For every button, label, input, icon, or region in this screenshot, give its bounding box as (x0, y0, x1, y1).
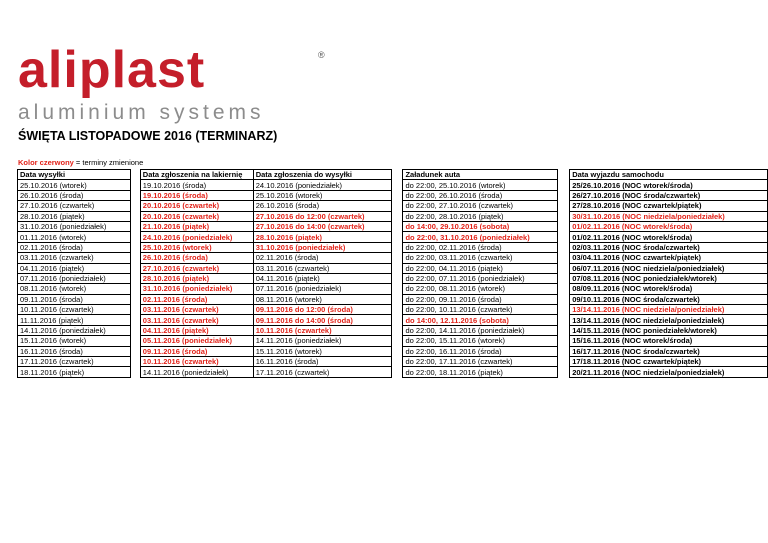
ship-date-cell: 03.11.2016 (czwartek) (18, 253, 131, 263)
paint-shop-date-cell: 19.10.2016 (środa) (140, 190, 253, 200)
loading-cell: do 14:00, 29.10.2016 (sobota) (403, 221, 558, 231)
header-loading: Załadunek auta (403, 170, 558, 180)
paint-shop-date-cell: 03.11.2016 (czwartek) (140, 305, 253, 315)
departure-date-cell: 13/14.11.2016 (NOC niedziela/poniedziałek) (570, 315, 768, 325)
table-row (18, 325, 768, 335)
header-dispatch-date: Data zgłoszenia do wysyłki (253, 170, 391, 180)
table-row (18, 263, 768, 273)
departure-date-cell: 03/04.11.2016 (NOC czwartek/piątek) (570, 253, 768, 263)
table-row (18, 346, 768, 356)
table-row (18, 221, 768, 231)
table-row (18, 180, 768, 190)
schedule-table (17, 169, 768, 378)
table-row (18, 190, 768, 200)
paint-shop-date-cell: 27.10.2016 (czwartek) (140, 263, 253, 273)
paint-shop-date-cell: 31.10.2016 (poniedziałek) (140, 284, 253, 294)
loading-cell: do 14:00, 12.11.2016 (sobota) (403, 315, 558, 325)
aliplast-logo (18, 41, 325, 124)
loading-cell: do 22:00, 18.11.2016 (piątek) (403, 367, 558, 377)
departure-date-cell: 01/02.11.2016 (NOC wtorek/środa) (570, 221, 768, 231)
color-legend (18, 158, 143, 167)
table-row (18, 357, 768, 367)
loading-cell: do 22:00, 04.11.2016 (piątek) (403, 263, 558, 273)
paint-shop-date-cell: 26.10.2016 (środa) (140, 253, 253, 263)
paint-shop-date-cell: 21.10.2016 (piątek) (140, 221, 253, 231)
loading-cell: do 22:00, 17.11.2016 (czwartek) (403, 357, 558, 367)
ship-date-cell: 18.11.2016 (piątek) (18, 367, 131, 377)
dispatch-date-cell: 26.10.2016 (środa) (253, 201, 391, 211)
paint-shop-date-cell: 02.11.2016 (środa) (140, 294, 253, 304)
paint-shop-date-cell: 09.11.2016 (środa) (140, 346, 253, 356)
table-row (18, 253, 768, 263)
table-row (18, 273, 768, 283)
departure-date-cell: 15/16.11.2016 (NOC wtorek/środa) (570, 336, 768, 346)
paint-shop-date-cell: 24.10.2016 (poniedziałek) (140, 232, 253, 242)
loading-cell: do 22:00, 31.10.2016 (poniedziałek) (403, 232, 558, 242)
table-row (18, 367, 768, 377)
departure-date-cell: 30/31.10.2016 (NOC niedziela/poniedziałek) (570, 211, 768, 221)
header-departure-date: Data wyjazdu samochodu (570, 170, 768, 180)
loading-cell: do 22:00, 26.10.2016 (środa) (403, 190, 558, 200)
legend-colored-label: Kolor czerwony (18, 158, 74, 167)
ship-date-cell: 17.11.2016 (czwartek) (18, 357, 131, 367)
paint-shop-date-cell: 03.11.2016 (czwartek) (140, 315, 253, 325)
loading-cell: do 22:00, 15.11.2016 (wtorek) (403, 336, 558, 346)
dispatch-date-cell: 16.11.2016 (środa) (253, 357, 391, 367)
paint-shop-date-cell: 04.11.2016 (piątek) (140, 325, 253, 335)
table-row (18, 232, 768, 242)
ship-date-cell: 09.11.2016 (środa) (18, 294, 131, 304)
paint-shop-date-cell: 20.10.2016 (czwartek) (140, 201, 253, 211)
loading-cell: do 22:00, 14.11.2016 (poniedziałek) (403, 325, 558, 335)
logo-tagline: aluminium systems (18, 101, 265, 124)
departure-date-cell: 02/03.11.2016 (NOC środa/czwartek) (570, 242, 768, 252)
departure-date-cell: 20/21.11.2016 (NOC niedziela/poniedziałek) (570, 367, 768, 377)
departure-date-cell: 27/28.10.2016 (NOC czwartek/piątek) (570, 201, 768, 211)
departure-date-cell: 26/27.10.2016 (NOC środa/czwartek) (570, 190, 768, 200)
ship-date-cell: 25.10.2016 (wtorek) (18, 180, 131, 190)
ship-date-cell: 15.11.2016 (wtorek) (18, 336, 131, 346)
dispatch-date-cell: 09.11.2016 do 14:00 (środa) (253, 315, 391, 325)
dispatch-date-cell: 02.11.2016 (środa) (253, 253, 391, 263)
ship-date-cell: 11.11.2016 (piątek) (18, 315, 131, 325)
departure-date-cell: 17/18.11.2016 (NOC czwartek/piątek) (570, 357, 768, 367)
paint-shop-date-cell: 20.10.2016 (czwartek) (140, 211, 253, 221)
paint-shop-date-cell: 19.10.2016 (środa) (140, 180, 253, 190)
departure-date-cell: 06/07.11.2016 (NOC niedziela/poniedziałek) (570, 263, 768, 273)
ship-date-cell: 28.10.2016 (piątek) (18, 211, 131, 221)
registered-mark: ® (318, 50, 325, 60)
table-row (18, 201, 768, 211)
paint-shop-date-cell: 25.10.2016 (wtorek) (140, 242, 253, 252)
dispatch-date-cell: 17.11.2016 (czwartek) (253, 367, 391, 377)
loading-cell: do 22:00, 10.11.2016 (czwartek) (403, 305, 558, 315)
logo-wordmark: aliplast (18, 41, 206, 99)
dispatch-date-cell: 10.11.2016 (czwartek) (253, 325, 391, 335)
dispatch-date-cell: 08.11.2016 (wtorek) (253, 294, 391, 304)
paint-shop-date-cell: 05.11.2016 (poniedziałek) (140, 336, 253, 346)
departure-date-cell: 07/08.11.2016 (NOC poniedziałek/wtorek) (570, 273, 768, 283)
dispatch-date-cell: 27.10.2016 do 14:00 (czwartek) (253, 221, 391, 231)
ship-date-cell: 16.11.2016 (środa) (18, 346, 131, 356)
table-row (18, 211, 768, 221)
loading-cell: do 22:00, 28.10.2016 (piątek) (403, 211, 558, 221)
dispatch-date-cell: 03.11.2016 (czwartek) (253, 263, 391, 273)
departure-date-cell: 25/26.10.2016 (NOC wtorek/środa) (570, 180, 768, 190)
departure-date-cell: 16/17.11.2016 (NOC środa/czwartek) (570, 346, 768, 356)
loading-cell: do 22:00, 07.11.2016 (poniedziałek) (403, 273, 558, 283)
table-row (18, 336, 768, 346)
dispatch-date-cell: 15.11.2016 (wtorek) (253, 346, 391, 356)
document-title: ŚWIĘTA LISTOPADOWE 2016 (TERMINARZ) (18, 129, 278, 143)
dispatch-date-cell: 31.10.2016 (poniedziałek) (253, 242, 391, 252)
ship-date-cell: 31.10.2016 (poniedziałek) (18, 221, 131, 231)
ship-date-cell: 08.11.2016 (wtorek) (18, 284, 131, 294)
departure-date-cell: 13/14.11.2016 (NOC niedziela/poniedziałek) (570, 305, 768, 315)
paint-shop-date-cell: 10.11.2016 (czwartek) (140, 357, 253, 367)
loading-cell: do 22:00, 02.11.2016 (środa) (403, 242, 558, 252)
table-row (18, 242, 768, 252)
header-ship-date: Data wysyłki (18, 170, 131, 180)
dispatch-date-cell: 04.11.2016 (piątek) (253, 273, 391, 283)
ship-date-cell: 02.11.2016 (środa) (18, 242, 131, 252)
header-paint-shop-date: Data zgłoszenia na lakiernię (140, 170, 253, 180)
ship-date-cell: 01.11.2016 (wtorek) (18, 232, 131, 242)
legend-description: = terminy zmienione (73, 158, 144, 167)
paint-shop-date-cell: 28.10.2016 (piątek) (140, 273, 253, 283)
table-row (18, 294, 768, 304)
departure-date-cell: 14/15.11.2016 (NOC poniedziałek/wtorek) (570, 325, 768, 335)
loading-cell: do 22:00, 09.11.2016 (środa) (403, 294, 558, 304)
dispatch-date-cell: 09.11.2016 do 12:00 (środa) (253, 305, 391, 315)
departure-date-cell: 08/09.11.2016 (NOC wtorek/środa) (570, 284, 768, 294)
loading-cell: do 22:00, 03.11.2016 (czwartek) (403, 253, 558, 263)
dispatch-date-cell: 25.10.2016 (wtorek) (253, 190, 391, 200)
dispatch-date-cell: 28.10.2016 (piątek) (253, 232, 391, 242)
table-row (18, 305, 768, 315)
loading-cell: do 22:00, 25.10.2016 (wtorek) (403, 180, 558, 190)
table-header-row (18, 170, 768, 180)
ship-date-cell: 07.11.2016 (poniedziałek) (18, 273, 131, 283)
dispatch-date-cell: 07.11.2016 (poniedziałek) (253, 284, 391, 294)
ship-date-cell: 27.10.2016 (czwartek) (18, 201, 131, 211)
loading-cell: do 22:00, 16.11.2016 (środa) (403, 346, 558, 356)
paint-shop-date-cell: 14.11.2016 (poniedziałek) (140, 367, 253, 377)
ship-date-cell: 10.11.2016 (czwartek) (18, 305, 131, 315)
ship-date-cell: 26.10.2016 (środa) (18, 190, 131, 200)
departure-date-cell: 09/10.11.2016 (NOC środa/czwartek) (570, 294, 768, 304)
ship-date-cell: 14.11.2016 (poniedziałek) (18, 325, 131, 335)
dispatch-date-cell: 27.10.2016 do 12:00 (czwartek) (253, 211, 391, 221)
loading-cell: do 22:00, 08.11.2016 (wtorek) (403, 284, 558, 294)
table-row (18, 284, 768, 294)
loading-cell: do 22:00, 27.10.2016 (czwartek) (403, 201, 558, 211)
ship-date-cell: 04.11.2016 (piątek) (18, 263, 131, 273)
table-row (18, 315, 768, 325)
dispatch-date-cell: 14.11.2016 (poniedziałek) (253, 336, 391, 346)
dispatch-date-cell: 24.10.2016 (poniedziałek) (253, 180, 391, 190)
departure-date-cell: 01/02.11.2016 (NOC wtorek/środa) (570, 232, 768, 242)
